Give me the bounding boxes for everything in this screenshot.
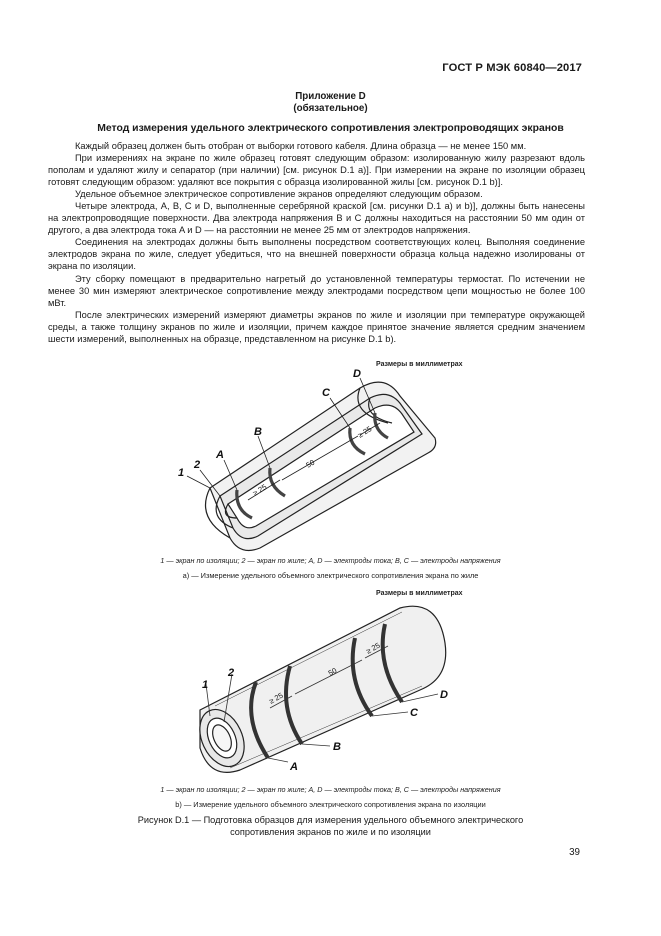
figure-caption: Рисунок D.1 — Подготовка образцов для измерения удельного объемного электрического сопротивления экранов по жиле и по изоляции: [137, 815, 524, 837]
figure-a-sizes-note: Размеры в миллиметрах: [376, 361, 463, 368]
label-b: B: [254, 426, 262, 438]
label-a: A: [290, 761, 298, 773]
dim-25-right: ≥ 25: [356, 424, 374, 440]
paragraph: Эту сборку помещают в предварительно нагретый до установленной температуры термостат. По истечении не менее 30 мин измеряют электрическое сопротивление между электродами посредством цепи мощностью не более 100 мВт.: [48, 273, 585, 308]
label-c: C: [410, 707, 418, 719]
paragraph: Четыре электрода, A, B, C и D, выполненные серебряной краской [см. рисунки D.1 a) и b)], должны быть нанесены на электропроводящие поверхности. Два электрода напряжения B и C должны находиться на расстоянии 50 мм один от другого, а два электрода тока A и D — на расстоянии не менее 25 мм от электродов напряжения.: [48, 201, 585, 236]
label-a: A: [216, 449, 224, 461]
dim-25-left: ≥ 25: [251, 482, 269, 498]
body-text: [48, 140, 585, 345]
paragraph: При измерениях на экране по жиле образец готовят следующим образом: изолированную жилу разрезают вдоль пополам и удаляют жилу и сепаратор (при наличии) [см. рисунок D.1 a)]. При измерении на экране по изоляции образец готовят следующим образом: удаляют все покрытия с образца изолированной жилы [см. рисунок D.1 b)].: [48, 153, 585, 188]
figure-a-legend: 1 — экран по изоляции; 2 — экран по жиле; A, D — электроды тока; B, C — электроды напряжения: [160, 556, 501, 565]
paragraph: После электрических измерений измеряют диаметры экранов по жиле и изоляции при температуре окружающей среды, а также толщину экранов по жиле и изоляции, причем каждое принятое значение является средним значением шести измерений, выполненных на образце, представленном на рисунке D.1 b).: [48, 309, 585, 344]
paragraph: Каждый образец должен быть отобран от выборки готового кабеля. Длина образца — не менее 150 мм.: [75, 141, 527, 151]
label-1: 1: [178, 467, 185, 479]
figure-b-legend: 1 — экран по изоляции; 2 — экран по жиле; A, D — электроды тока; B, C — электроды напряжения: [160, 785, 501, 794]
paragraph: Соединения на электродах должны быть выполнены посредством соответствующих колец. Выполняя соединение электродов экрана по жиле, следует убедиться, что на внешней поверхности образца кольца надежно изолированы от экрана по изоляции.: [48, 237, 585, 272]
page-number: 39: [569, 847, 580, 858]
figure-b-sizes-note: Размеры в миллиметрах: [376, 590, 463, 597]
dim-25-left: ≥ 25: [267, 690, 285, 706]
label-c: C: [322, 387, 330, 399]
label-1: 1: [202, 679, 209, 691]
appendix-status: (обязательное): [293, 103, 368, 114]
figure-a-caption: a) — Измерение удельного объемного электрического сопротивления экрана по жиле: [182, 571, 479, 580]
dim-25-right: ≥ 25: [364, 640, 382, 656]
standard-header: ГОСТ Р МЭК 60840—2017: [442, 62, 582, 74]
figure-a-drawing: [170, 368, 470, 553]
label-d: D: [353, 368, 361, 380]
figure-b-caption: b) — Измерение удельного объемного электрического сопротивления экрана по изоляции: [175, 800, 486, 809]
label-2: 2: [194, 459, 201, 471]
label-d: D: [440, 689, 448, 701]
dim-50: 50: [326, 665, 339, 678]
appendix-title: Приложение D: [295, 91, 366, 102]
paragraph: Удельное объемное электрическое сопротивление экранов определяют следующим образом.: [75, 189, 483, 200]
figure-b-drawing: [170, 598, 470, 778]
label-2: 2: [228, 667, 235, 679]
label-b: B: [333, 741, 341, 753]
section-title: Метод измерения удельного электрического сопротивления электропроводящих экранов: [97, 123, 564, 134]
dim-50: 50: [304, 457, 317, 470]
